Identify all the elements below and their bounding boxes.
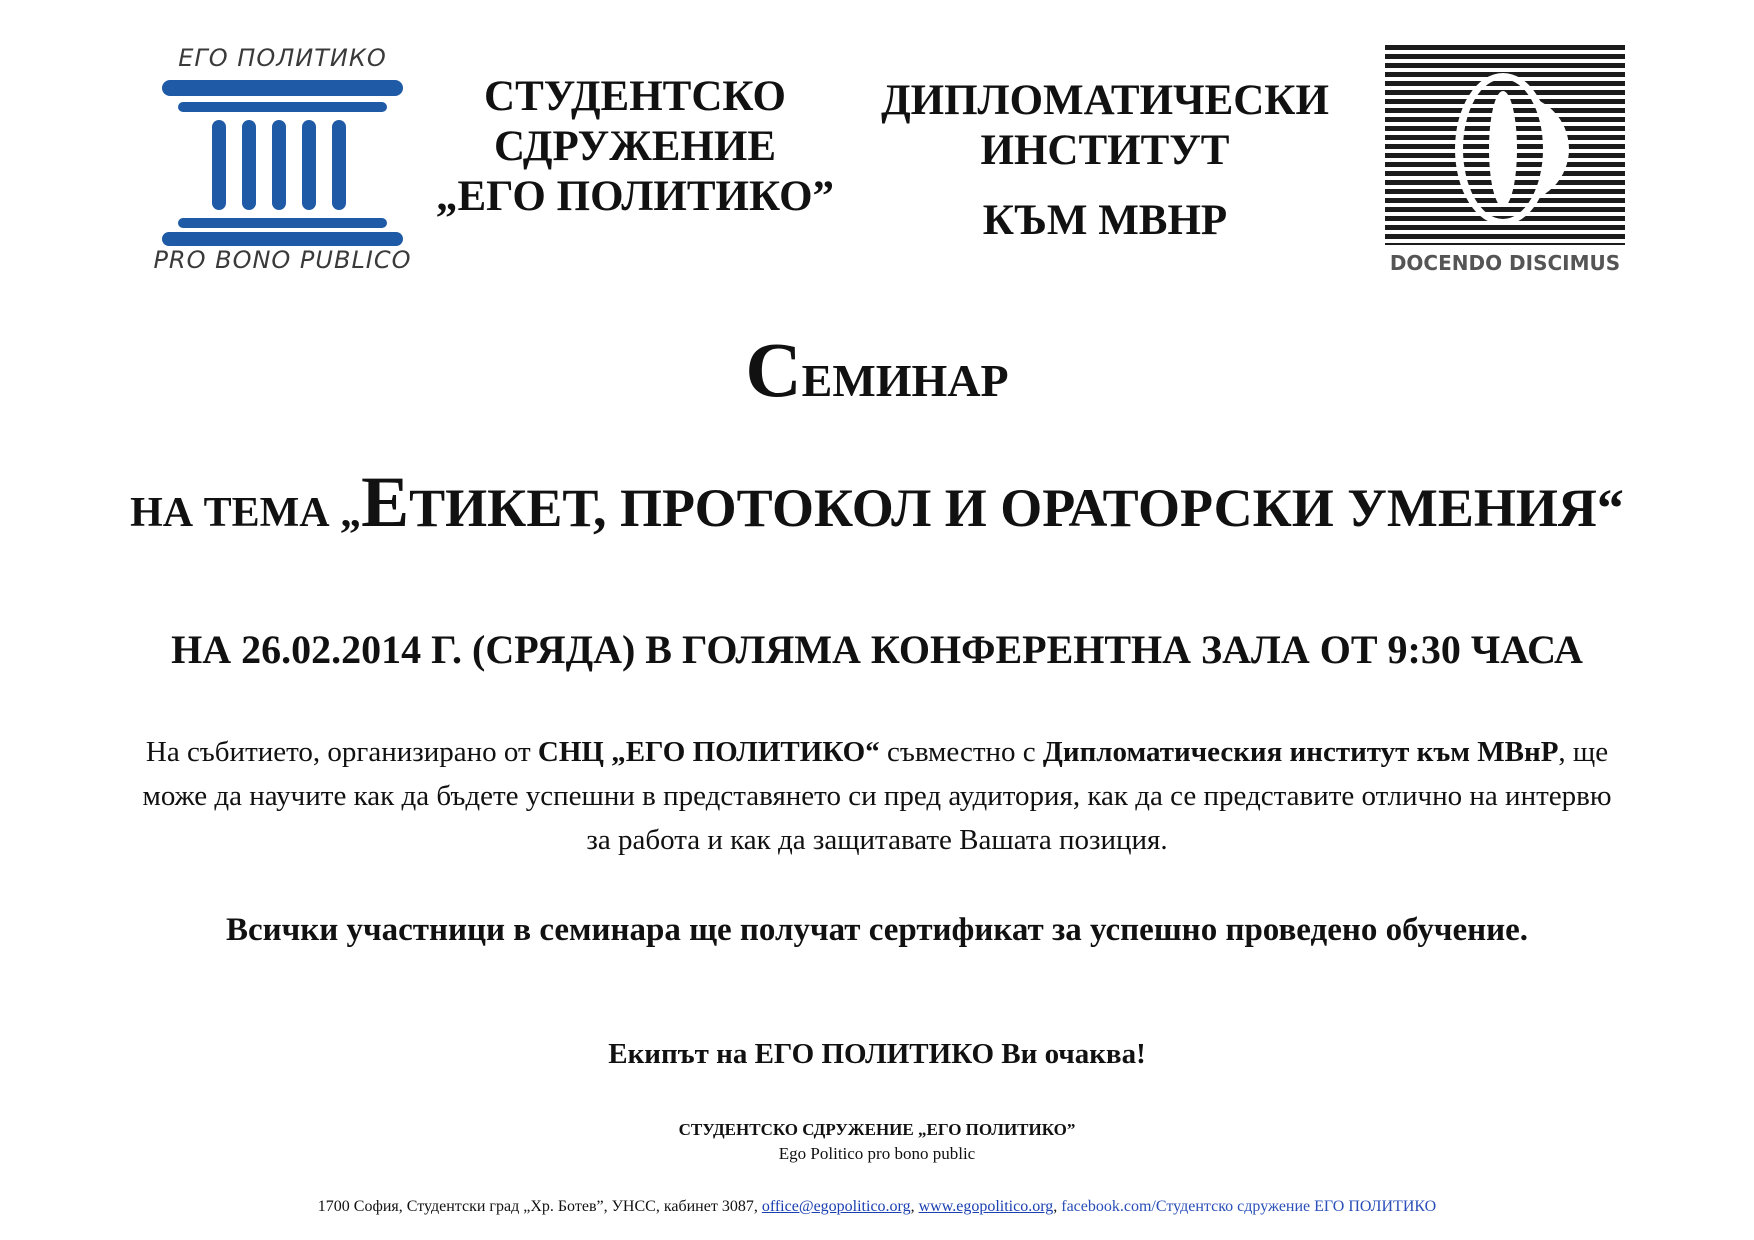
closing-line: Екипът на ЕГО ПОЛИТИКО Ви очаква! <box>608 1038 1146 1070</box>
event-date-line: НА 26.02.2014 Г. (СРЯДА) В ГОЛЯМА КОНФЕРЕНТНА ЗАЛА ОТ 9:30 ЧАСА <box>171 627 1583 672</box>
topic-first-letter: Е <box>361 462 410 542</box>
institute-subtitle: КЪМ МВНР <box>982 197 1228 244</box>
seminar-first-letter: С <box>745 326 802 413</box>
description-text-2: съвместно с <box>879 736 1043 768</box>
footer-facebook-link[interactable]: facebook.com/Студентско сдружение ЕГО ПОЛИТИКО <box>1061 1198 1437 1215</box>
footer-contact-line <box>0 1196 1754 1218</box>
event-description <box>140 730 1614 862</box>
description-text-1: На събитието, организирано от <box>145 736 538 768</box>
description-org: СНЦ „ЕГО ПОЛИТИКО“ <box>537 736 880 768</box>
footer-separator-2: , <box>1053 1198 1062 1215</box>
org-title-line-3: „ЕГО ПОЛИТИКО” <box>435 173 835 220</box>
seminar-rest: ЕМИНАР <box>801 355 1009 406</box>
description-text-3: , ще може да научите как да бъдете успешни в представянето си пред аудитория, как да се представите отлично на интервю за работа и как да защитавате Вашата позиция. <box>142 736 1612 856</box>
striped-circle-icon <box>1385 45 1625 245</box>
footer-latin-motto: Ego Politico pro bono public <box>778 1144 976 1163</box>
certificate-note: Всички участници в семинара ще получат сертификат за успешно проведено обучение. <box>225 912 1529 948</box>
ego-politico-logo <box>150 40 415 280</box>
topic-rest: ТИКЕТ, ПРОТОКОЛ И ОРАТОРСКИ УМЕНИЯ“ <box>409 478 1624 538</box>
footer-organization: СТУДЕНТСКО СДРУЖЕНИЕ „ЕГО ПОЛИТИКО” <box>678 1120 1076 1139</box>
footer-email-link[interactable]: office@egopolitico.org <box>761 1198 911 1215</box>
institute-title <box>860 76 1350 176</box>
org-title-line-1: СТУДЕНТСКО <box>484 73 786 120</box>
diplomatic-institute-logo <box>1385 45 1625 285</box>
logo-bottom-text: PRO BONO PUBLICO <box>153 246 412 274</box>
institute-title-line-1: ДИПЛОМАТИЧЕСКИ <box>881 77 1329 124</box>
organization-title <box>400 72 870 222</box>
logo-motto: DOCENDO DISCIMUS <box>1389 251 1621 275</box>
seminar-heading <box>0 326 1754 432</box>
columns-icon <box>160 78 405 248</box>
topic-prefix: НА ТЕМА „ <box>130 490 362 536</box>
footer-separator-1: , <box>910 1198 919 1215</box>
institute-title-line-2: ИНСТИТУТ <box>980 127 1230 174</box>
logo-top-text: ЕГО ПОЛИТИКО <box>178 44 387 72</box>
description-institute: Дипломатическия институт към МВнР <box>1042 736 1559 768</box>
org-title-line-2: СДРУЖЕНИЕ <box>493 123 777 170</box>
footer-website-link[interactable]: www.egopolitico.org <box>918 1198 1054 1215</box>
footer-address: 1700 София, Студентски град „Хр. Ботев”, УНСС, кабинет 3087, <box>317 1198 762 1215</box>
topic-heading <box>0 462 1754 562</box>
